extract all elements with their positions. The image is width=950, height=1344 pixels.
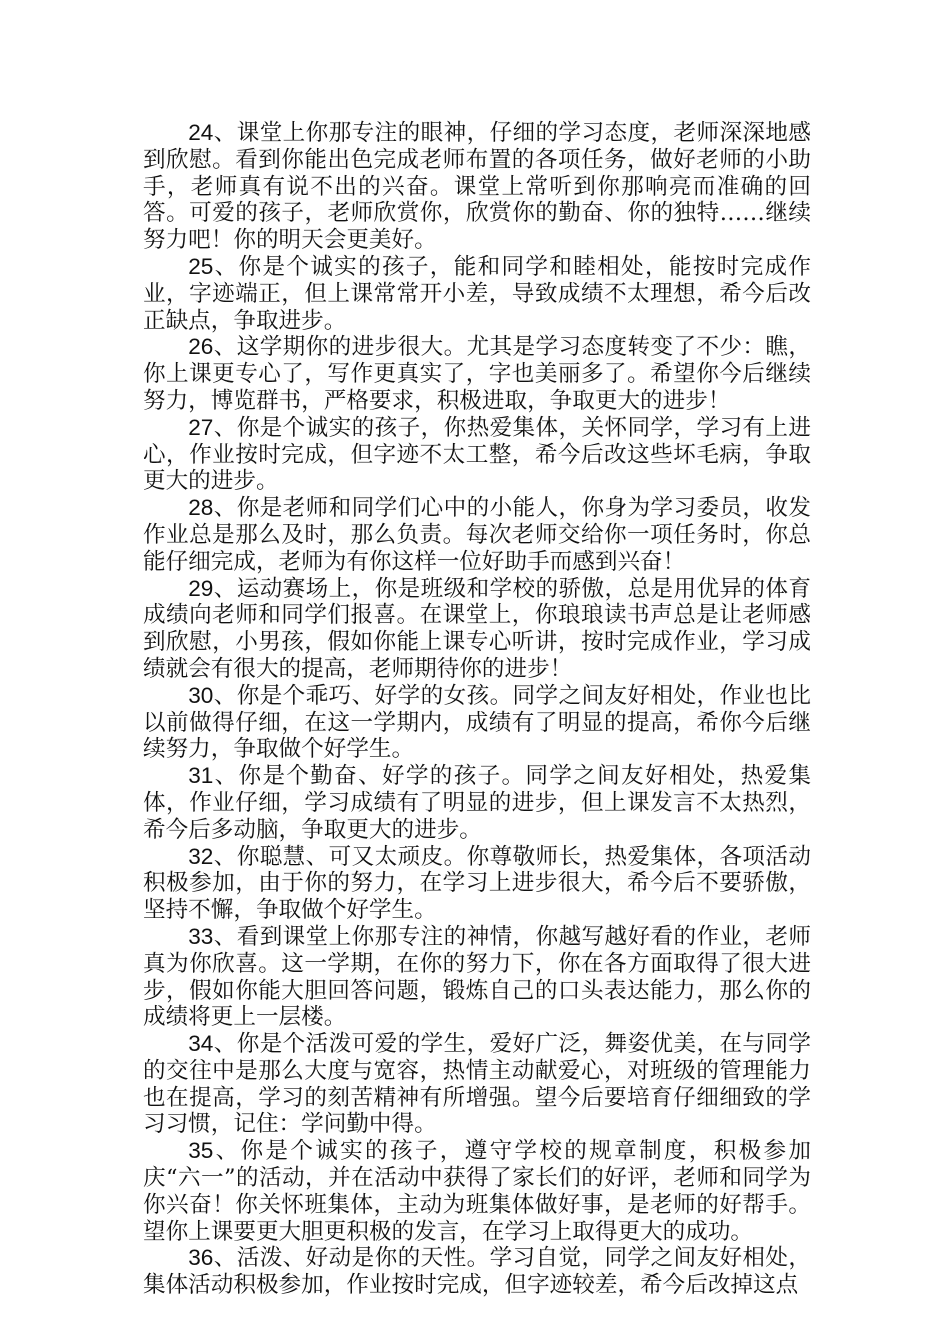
paragraph-number: 28 xyxy=(188,495,214,521)
paragraph-number: 34 xyxy=(188,1031,214,1057)
comment-paragraph-25 xyxy=(143,254,811,334)
paragraph-number: 35 xyxy=(188,1138,214,1164)
paragraph-number: 29 xyxy=(188,575,214,601)
paragraph-number: 31 xyxy=(188,763,214,789)
paragraph-text: 、看到课堂上你那专注的神情，你越写越好看的作业，老师真为你欣喜。这一学期，在你的努力下，你在各方面取得了很大进步，假如你能大胆回答问题，锻炼自己的口头表达能力，那么你的成绩将更上一层楼。 xyxy=(143,923,811,1031)
paragraph-text: 、你是个活泼可爱的学生，爱好广泛，舞姿优美，在与同学的交往中是那么大度与宽容，热情主动献爱心，对班级的管理能力也在提高，学习的刻苦精神有所增强。望今后要培育仔细细致的学习习惯，记住：学问勤中得。 xyxy=(143,1031,811,1138)
paragraph-text: 、这学期你的进步很大。尤其是学习态度转变了不少：瞧，你上课更专心了，写作更真实了，字也美丽多了。希望你今后继续努力，博览群书，严格要求，积极进取，争取更大的进步！ xyxy=(143,334,811,414)
comment-paragraph-36 xyxy=(143,1245,811,1299)
comment-paragraph-34 xyxy=(143,1031,811,1138)
paragraph-number: 32 xyxy=(188,843,214,869)
paragraph-number: 30 xyxy=(188,682,214,708)
paragraph-text: 、课堂上你那专注的眼神，仔细的学习态度，老师深深地感到欣慰。看到你能出色完成老师布置的各项任务，做好老师的小助手，老师真有说不出的兴奋。课堂上常听到你那响亮而准确的回答。可爱的孩子，老师欣赏你，欣赏你的勤奋、你的独特……继续努力吧！你的明天会更美好。 xyxy=(143,120,811,254)
paragraph-text: 、你是个诚实的孩子，遵守学校的规章制度，积极参加庆“六一”的活动，并在活动中获得了家长们的好评，老师和同学为你兴奋！你关怀班集体，主动为班集体做好事，是老师的好帮手。望你上课要更大胆更积极的发言，在学习上取得更大的成功。 xyxy=(143,1138,811,1245)
comment-paragraph-31 xyxy=(143,763,811,843)
paragraph-number: 33 xyxy=(188,923,214,949)
comment-paragraph-32 xyxy=(143,844,811,924)
paragraph-text: 、活泼、好动是你的天性。学习自觉，同学之间友好相处，集体活动积极参加，作业按时完成，但字迹较差，希今后改掉这点 xyxy=(143,1245,811,1299)
paragraph-number: 25 xyxy=(188,253,214,279)
paragraph-text: 、你是个诚实的孩子，能和同学和睦相处，能按时完成作业，字迹端正，但上课常常开小差，导致成绩不太理想，希今后改正缺点，争取进步。 xyxy=(143,253,811,334)
comment-paragraph-29 xyxy=(143,576,811,683)
comment-paragraph-35 xyxy=(143,1138,811,1245)
paragraph-text: 、你是老师和同学们心中的小能人，你身为学习委员，收发作业总是那么及时，那么负责。每次老师交给你一项任务时，你总能仔细完成，老师为有你这样一位好助手而感到兴奋！ xyxy=(143,495,811,575)
paragraph-text: 、你是个诚实的孩子，你热爱集体，关怀同学，学习有上进心，作业按时完成，但字迹不太工整，希今后改这些坏毛病，争取更大的进步。 xyxy=(143,414,811,495)
paragraph-number: 36 xyxy=(188,1245,214,1271)
paragraph-text: 、你聪慧、可又太顽皮。你尊敬师长，热爱集体，各项活动积极参加，由于你的努力，在学习上进步很大，希今后不要骄傲，坚持不懈，争取做个好学生。 xyxy=(143,843,811,924)
paragraph-text: 、你是个乖巧、好学的女孩。同学之间友好相处，作业也比以前做得仔细，在这一学期内，成绩有了明显的提高，希你今后继续努力，争取做个好学生。 xyxy=(143,682,811,763)
paragraph-text: 、你是个勤奋、好学的孩子。同学之间友好相处，热爱集体，作业仔细，学习成绩有了明显的进步，但上课发言不太热烈，希今后多动脑，争取更大的进步。 xyxy=(143,763,811,843)
document-body xyxy=(143,120,811,1299)
comment-paragraph-33 xyxy=(143,924,811,1031)
paragraph-number: 24 xyxy=(188,120,214,145)
comment-paragraph-28 xyxy=(143,495,811,575)
paragraph-number: 27 xyxy=(188,414,214,440)
comment-paragraph-24 xyxy=(143,120,811,254)
paragraph-text: 、运动赛场上，你是班级和学校的骄傲，总是用优异的体育成绩向老师和同学们报喜。在课堂上，你琅琅读书声总是让老师感到欣慰，小男孩，假如你能上课专心听讲，按时完成作业，学习成绩就会有很大的提高，老师期待你的进步！ xyxy=(143,575,811,682)
comment-paragraph-30 xyxy=(143,683,811,763)
comment-paragraph-26 xyxy=(143,334,811,414)
comment-paragraph-27 xyxy=(143,415,811,495)
paragraph-number: 26 xyxy=(188,334,214,360)
